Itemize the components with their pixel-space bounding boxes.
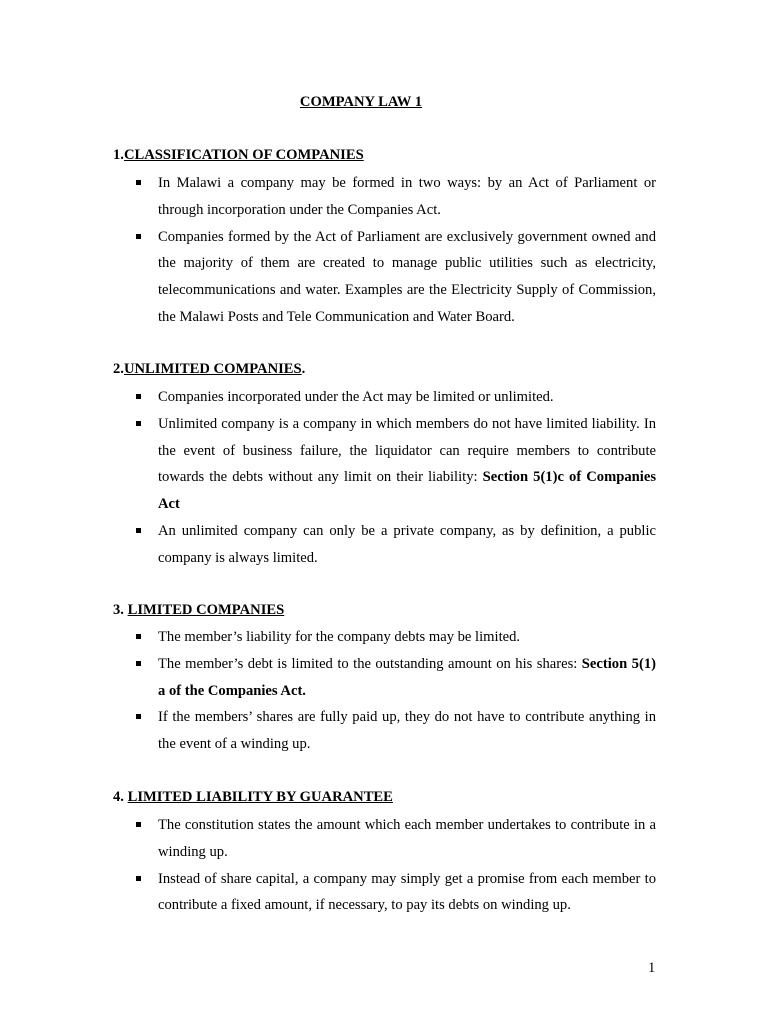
bullet-list: [134, 812, 656, 919]
section-title: LIMITED COMPANIES: [127, 602, 285, 618]
list-item: [134, 704, 656, 758]
list-item-text: In Malawi a company may be formed in two ways: by an Act of Parliament or through incorporation under the Companies Act.: [158, 175, 656, 218]
bullet-list: [134, 384, 656, 572]
section-heading: [113, 789, 393, 806]
list-item-text: Companies formed by the Act of Parliament are exclusively government owned and the majority of them are created to manage public utilities such as electricity, telecommunications and water. Examples are the Electricity Supply of Commission, the Malawi Posts and Tele Communication and Water Board.: [158, 228, 656, 325]
list-item: [134, 224, 656, 331]
section-number: 2.: [113, 361, 124, 377]
list-item: [134, 651, 656, 705]
list-item-text: Instead of share capital, a company may simply get a promise from each member to contribute a fixed amount, if necessary, to pay its debts on winding up.: [158, 870, 656, 914]
section-number: 1.: [113, 147, 124, 163]
list-item-bold: Section 5(1) a of the Companies Act.: [158, 655, 656, 699]
list-item: [134, 624, 656, 651]
section-heading: [113, 602, 284, 619]
page-title: COMPANY LAW 1: [299, 94, 423, 110]
list-item: [134, 384, 656, 411]
list-item-text: If the members’ shares are fully paid up, they do not have to contribute anything in the event of a winding up.: [158, 709, 656, 753]
list-item: [134, 866, 656, 920]
list-item: [134, 170, 656, 224]
section-title: LIMITED LIABILITY BY GUARANTEE: [127, 789, 393, 805]
list-item: [134, 411, 656, 518]
section-title-suffix: .: [301, 361, 306, 377]
page-number: 1: [648, 960, 656, 976]
list-item-text: An unlimited company can only be a private company, as by definition, a public company is always limited.: [158, 522, 656, 566]
list-item-text: Companies incorporated under the Act may be limited or unlimited.: [158, 389, 554, 405]
section-title: CLASSIFICATION OF COMPANIES: [123, 147, 364, 163]
list-item: [134, 812, 656, 866]
list-item-text: The member’s debt is limited to the outstanding amount on his shares:: [158, 655, 582, 672]
list-item: [134, 518, 656, 572]
bullet-list: [134, 624, 656, 758]
list-item-text: The constitution states the amount which each member undertakes to contribute in a winding up.: [158, 817, 656, 860]
list-item-text: The member’s liability for the company debts may be limited.: [158, 629, 521, 645]
list-item-bold: Section 5(1)c of Companies Act: [158, 469, 656, 513]
section-heading: [113, 361, 305, 378]
section-title: UNLIMITED COMPANIES: [123, 361, 302, 377]
bullet-list: [134, 170, 656, 331]
section-number: 3.: [113, 602, 128, 618]
section-heading: [113, 147, 364, 164]
list-item-text: Unlimited company is a company in which members do not have limited liability. In the event of business failure, the liquidator can require members to contribute towards the debts without any limit on their liability:: [158, 415, 656, 486]
section-number: 4.: [113, 789, 128, 805]
